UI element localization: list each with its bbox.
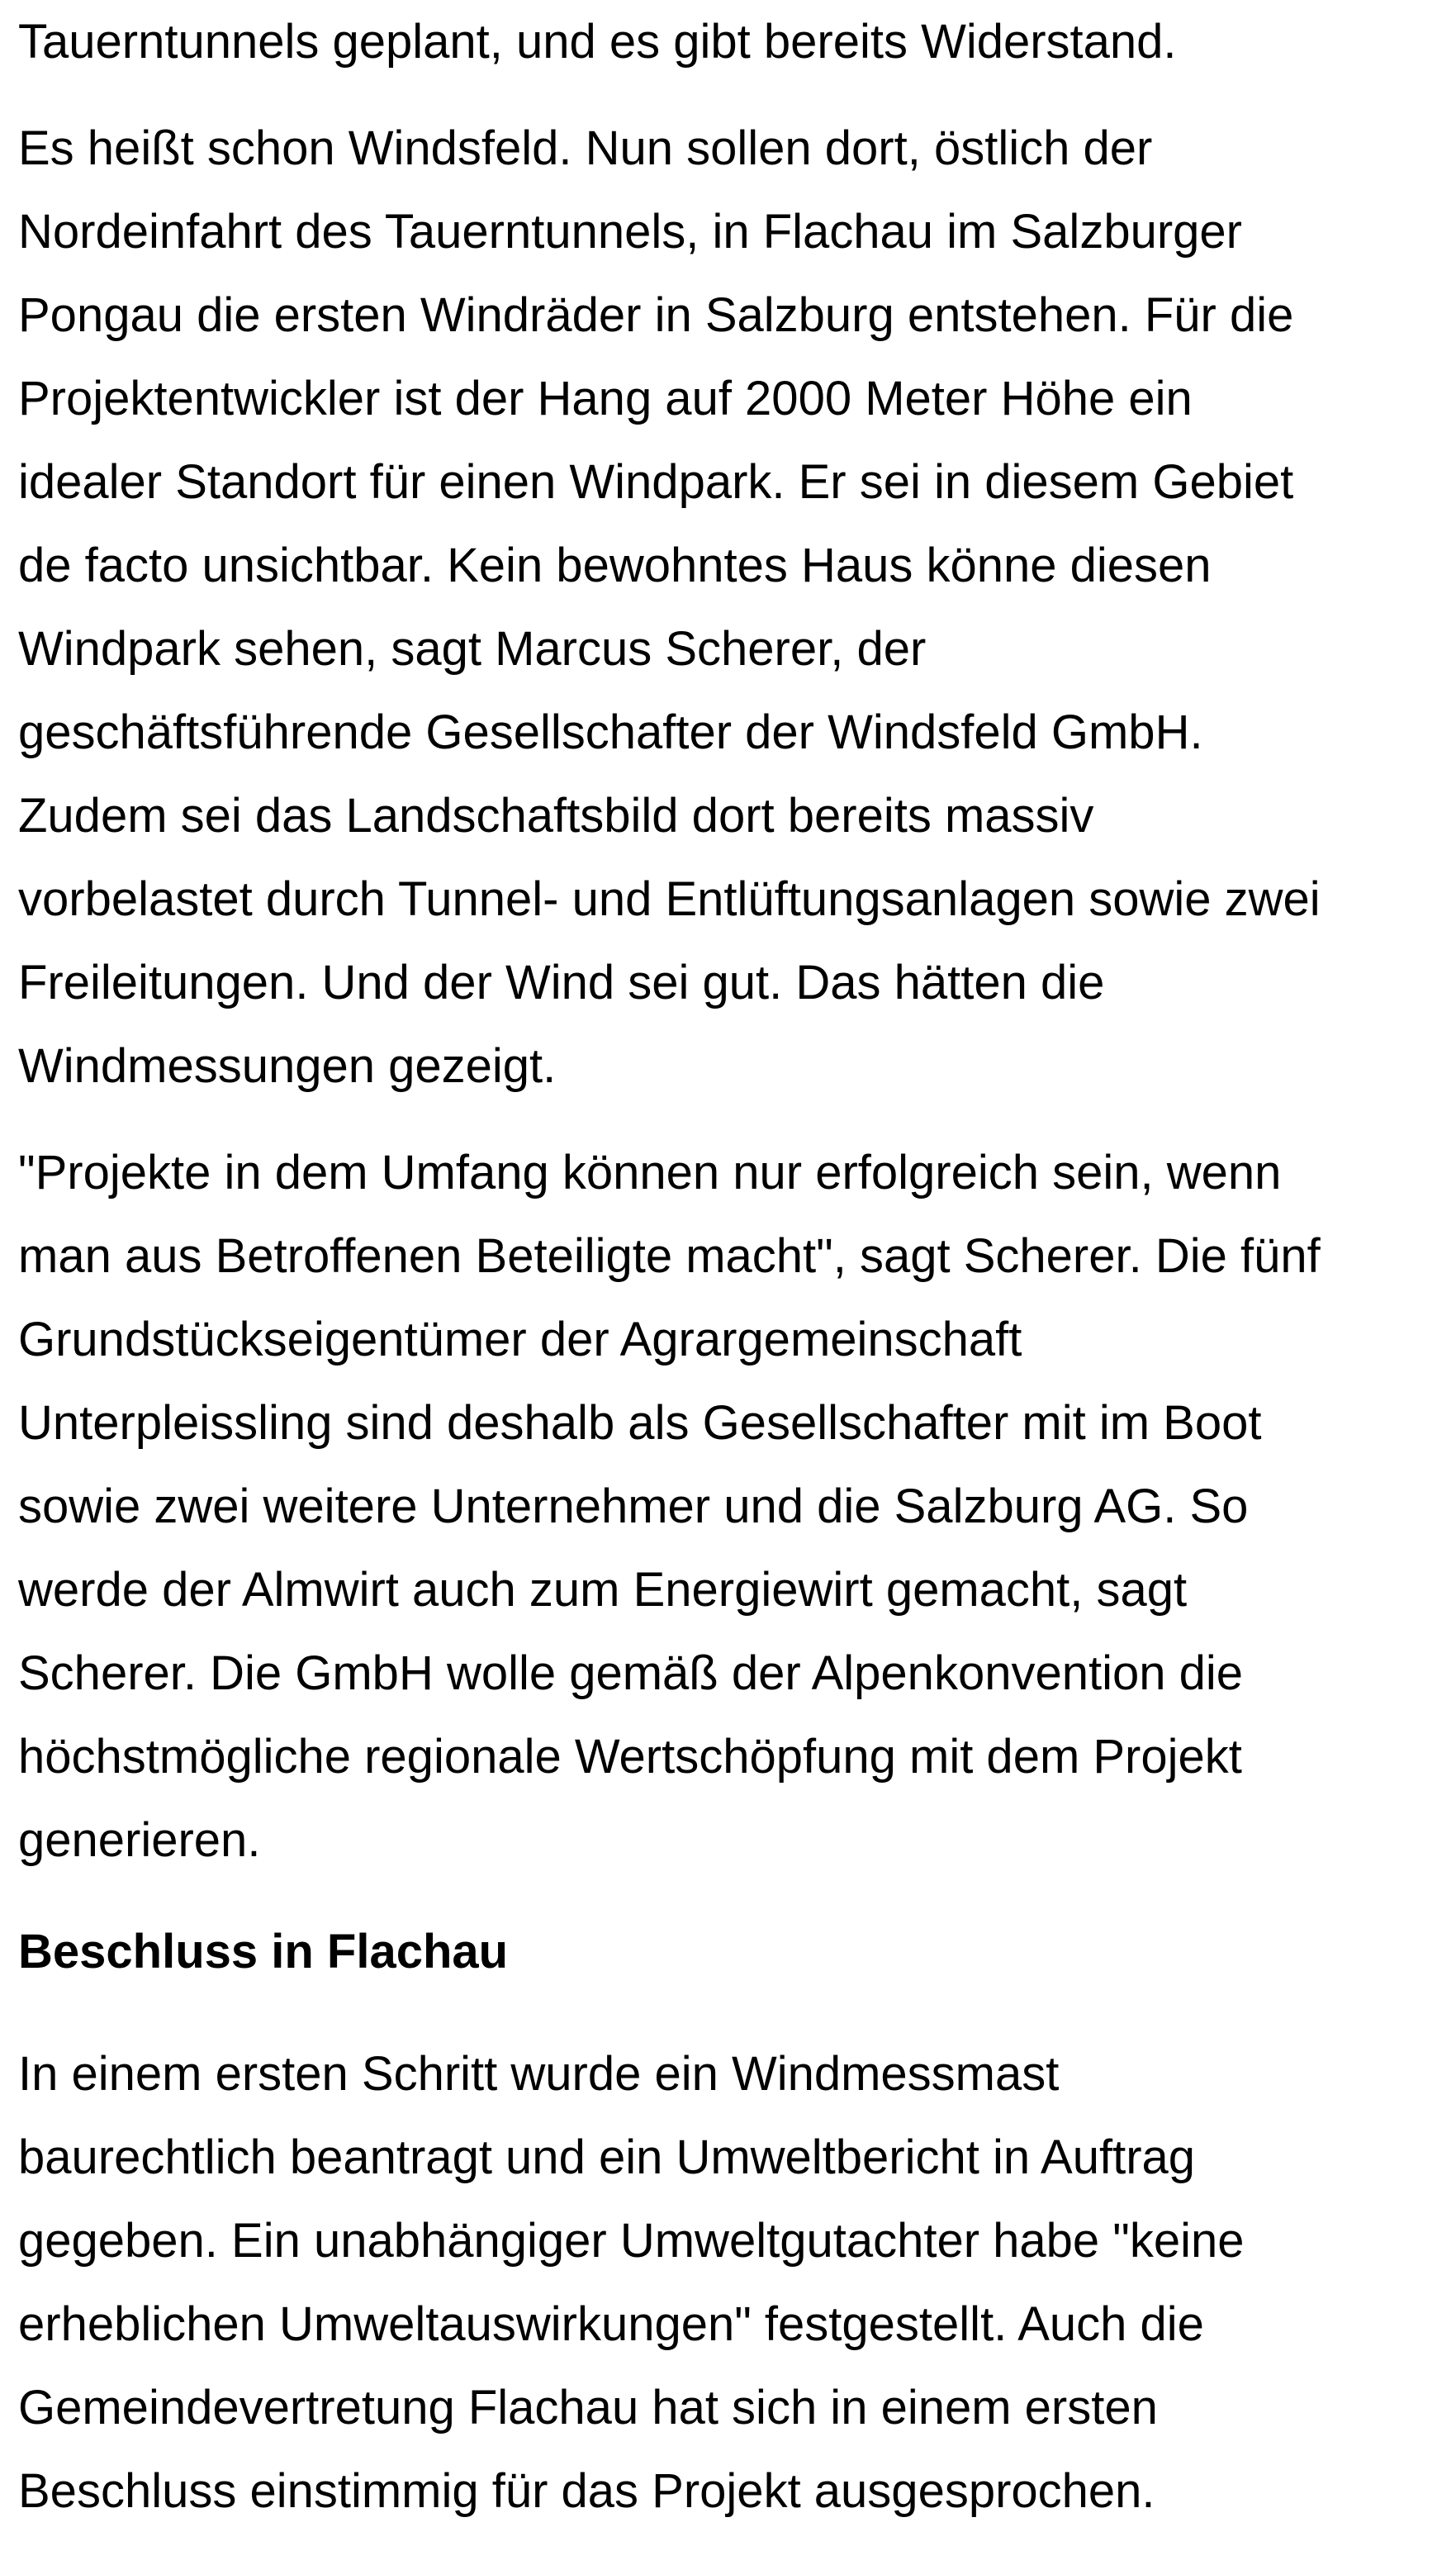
paragraph-line: "Projekte in dem Umfang können nur erfolgreich sein, wenn bbox=[18, 1146, 1282, 1199]
paragraph-line: Unterpleissling sind deshalb als Gesellschafter mit im Boot bbox=[18, 1396, 1262, 1450]
paragraph-line: Beschluss einstimmig für das Projekt ausgesprochen. bbox=[18, 2464, 1155, 2518]
article-paragraph bbox=[18, 1131, 1447, 1882]
paragraph-line: sowie zwei weitere Unternehmer und die Salzburg AG. So bbox=[18, 1480, 1249, 1533]
paragraph-line: Gemeindevertretung Flachau hat sich in einem ersten bbox=[18, 2381, 1158, 2434]
paragraph-line: Tauerntunnels geplant, und es gibt bereits Widerstand. bbox=[18, 15, 1177, 69]
paragraph-line: man aus Betroffenen Beteiligte macht", sagt Scherer. Die fünf bbox=[18, 1229, 1321, 1283]
paragraph-line: In einem ersten Schritt wurde ein Windmessmast bbox=[18, 2047, 1060, 2101]
paragraph-line: werde der Almwirt auch zum Energiewirt gemacht, sagt bbox=[18, 1563, 1188, 1617]
article-paragraph bbox=[18, 0, 1447, 83]
paragraph-line: Freileitungen. Und der Wind sei gut. Das hätten die bbox=[18, 956, 1105, 1009]
paragraph-line: Scherer. Die GmbH wolle gemäß der Alpenkonvention die bbox=[18, 1646, 1243, 1700]
paragraph-line: höchstmögliche regionale Wertschöpfung mit dem Projekt bbox=[18, 1730, 1242, 1784]
paragraph-line: Nordeinfahrt des Tauerntunnels, in Flachau im Salzburger bbox=[18, 205, 1242, 259]
paragraph-line: gegeben. Ein unabhängiger Umweltgutachter habe "keine bbox=[18, 2214, 1245, 2268]
paragraph-line: de facto unsichtbar. Kein bewohntes Haus könne diesen bbox=[18, 539, 1212, 592]
paragraph-line: erheblichen Umweltauswirkungen" festgestellt. Auch die bbox=[18, 2297, 1204, 2351]
article-body bbox=[18, 0, 1447, 2533]
article-paragraph bbox=[18, 2032, 1447, 2533]
paragraph-line: vorbelastet durch Tunnel- und Entlüftungsanlagen sowie zwei bbox=[18, 872, 1321, 926]
paragraph-line: Windpark sehen, sagt Marcus Scherer, der bbox=[18, 622, 927, 676]
paragraph-line: geschäftsführende Gesellschafter der Windsfeld GmbH. bbox=[18, 705, 1203, 759]
paragraph-line: Grundstückseigentümer der Agrargemeinschaft bbox=[18, 1313, 1022, 1366]
paragraph-line: Pongau die ersten Windräder in Salzburg entstehen. Für die bbox=[18, 288, 1294, 342]
paragraph-line: baurechtlich beantragt und ein Umweltbericht in Auftrag bbox=[18, 2130, 1196, 2184]
paragraph-line: Windmessungen gezeigt. bbox=[18, 1039, 557, 1093]
article-paragraph bbox=[18, 107, 1447, 1108]
paragraph-line: Projektentwickler ist der Hang auf 2000 Meter Höhe ein bbox=[18, 372, 1193, 425]
paragraph-line: generieren. bbox=[18, 1813, 261, 1867]
paragraph-line: Es heißt schon Windsfeld. Nun sollen dort, östlich der bbox=[18, 121, 1153, 175]
paragraph-line: idealer Standort für einen Windpark. Er sei in diesem Gebiet bbox=[18, 455, 1294, 509]
paragraph-line: Zudem sei das Landschaftsbild dort bereits massiv bbox=[18, 789, 1094, 843]
section-heading: Beschluss in Flachau bbox=[18, 1925, 509, 1978]
